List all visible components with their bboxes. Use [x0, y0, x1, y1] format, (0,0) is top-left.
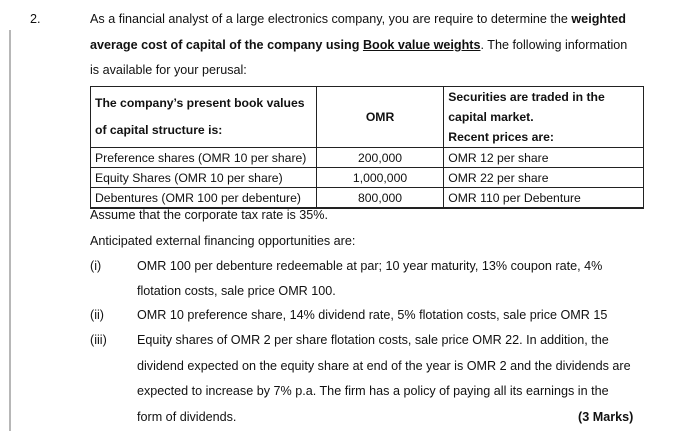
question-intro-line-2: average cost of capital of the company using Book value weights. The following information [90, 38, 628, 52]
tax-note: Assume that the corporate tax rate is 35%. [90, 208, 329, 222]
row-item: Debentures (OMR 100 per debenture) [91, 188, 317, 209]
question-intro-line-1: As a financial analyst of a large electronics company, you are require to determine the weighted [90, 12, 626, 26]
emphasis-weighted: weighted [571, 12, 626, 26]
opportunity-text: flotation costs, sale price OMR 100. [137, 284, 336, 298]
question-number: 2. [30, 12, 41, 26]
opportunity-number: (ii) [90, 308, 104, 322]
row-value: 800,000 [316, 188, 443, 209]
header-omr: OMR [316, 87, 443, 148]
table-header-row [91, 87, 644, 148]
row-item: Equity Shares (OMR 10 per share) [91, 168, 317, 188]
opportunity-number: (iii) [90, 333, 107, 347]
opportunity-text: form of dividends. [137, 410, 237, 424]
financing-heading: Anticipated external financing opportunities are: [90, 234, 356, 248]
header-book-values: The company’s present book values of capital structure is: [91, 87, 317, 148]
emphasis-book-value-weights: Book value weights [362, 38, 481, 52]
capital-structure-table [90, 86, 644, 209]
question-intro-line-3: is available for your perusal: [90, 63, 247, 77]
row-value: 1,000,000 [316, 168, 443, 188]
row-price: OMR 22 per share [444, 168, 644, 188]
marks-label: (3 Marks) [578, 410, 634, 424]
opportunity-text: Equity shares of OMR 2 per share flotation costs, sale price OMR 22. In addition, the [137, 333, 609, 347]
opportunity-text: dividend expected on the equity share at end of the year is OMR 2 and the dividends are [137, 359, 631, 373]
table-row [91, 168, 644, 188]
opportunity-text: expected to increase by 7% p.a. The firm has a policy of paying all its earnings in the [137, 384, 609, 398]
row-item: Preference shares (OMR 10 per share) [91, 148, 317, 168]
row-price: OMR 12 per share [444, 148, 644, 168]
opportunity-text: OMR 100 per debenture redeemable at par; 10 year maturity, 13% coupon rate, 4% [137, 259, 603, 273]
table-row [91, 148, 644, 168]
header-market-prices: Securities are traded in the capital market. Recent prices are: [444, 87, 644, 148]
opportunity-number: (i) [90, 259, 102, 273]
page-margin-bar [9, 30, 11, 431]
opportunity-text: OMR 10 preference share, 14% dividend rate, 5% flotation costs, sale price OMR 15 [137, 308, 608, 322]
table-row [91, 188, 644, 209]
row-value: 200,000 [316, 148, 443, 168]
row-price: OMR 110 per Debenture [444, 188, 644, 209]
